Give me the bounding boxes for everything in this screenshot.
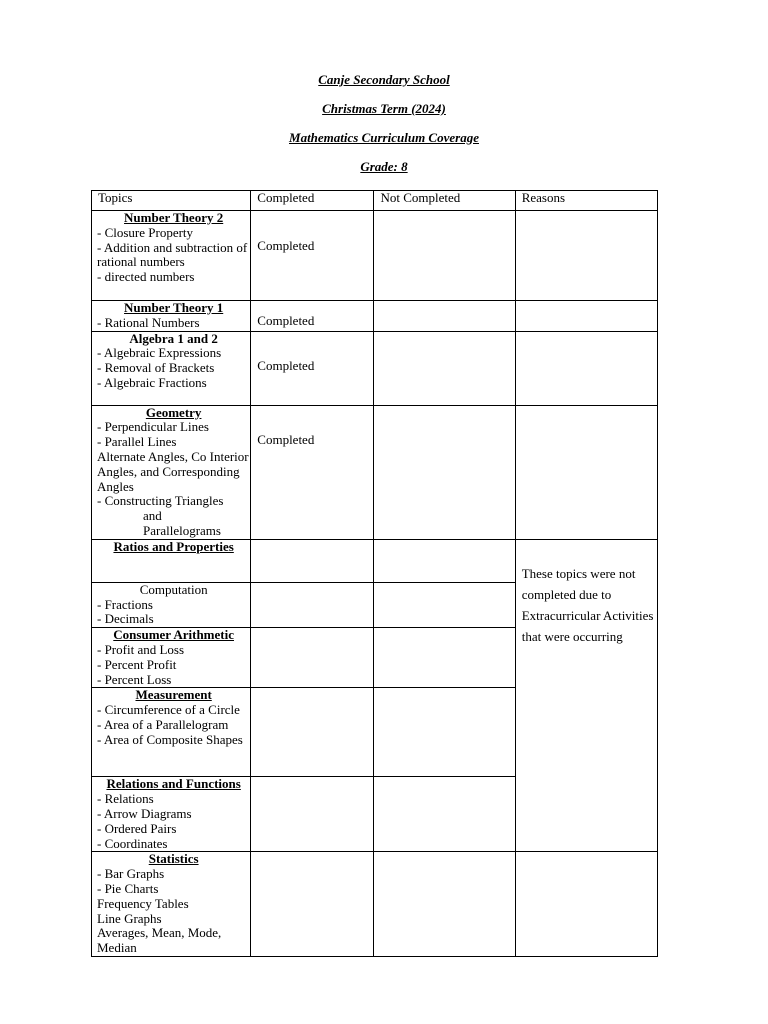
curriculum-table — [91, 190, 658, 957]
topic-line: Averages, Mean, Mode, Median — [97, 925, 222, 956]
not-completed-cell — [374, 628, 515, 688]
topic-cell — [92, 331, 251, 405]
grade-label: Grade: 8 — [360, 159, 408, 174]
completed-cell — [251, 852, 374, 957]
topic-line: - Arrow Diagrams — [97, 805, 192, 821]
reasons-cell — [515, 405, 657, 539]
completed-status: Completed — [257, 357, 315, 373]
topic-heading: Algebra 1 and 2 — [129, 330, 218, 346]
table-row — [92, 301, 658, 332]
topic-line: - Area of Composite Shapes — [97, 731, 243, 747]
header-topics: Topics — [92, 191, 251, 211]
not-completed-cell — [374, 539, 515, 582]
topic-line: - Rational Numbers — [97, 314, 200, 330]
reasons-merged-cell — [515, 539, 657, 852]
table-row — [92, 539, 658, 582]
reasons-note: These topics were not completed due to Extracurricular Activities that were occurring — [521, 565, 654, 644]
topic-cell — [92, 539, 251, 582]
not-completed-cell — [374, 582, 515, 627]
topic-line: - Constructing Triangles — [97, 493, 224, 509]
reasons-cell — [515, 301, 657, 332]
not-completed-cell — [374, 688, 515, 777]
topic-line: - Coordinates — [97, 835, 168, 851]
completed-status: Completed — [257, 431, 315, 447]
table-row — [92, 405, 658, 539]
not-completed-cell — [374, 301, 515, 332]
completed-cell — [251, 582, 374, 627]
topic-line: - Ordered Pairs — [97, 820, 177, 836]
topic-line: Frequency Tables — [97, 895, 189, 911]
topic-line: - Relations — [97, 791, 154, 807]
topic-heading: Computation — [139, 581, 208, 597]
completed-cell — [251, 777, 374, 852]
header-not-completed: Not Completed — [374, 191, 515, 211]
completed-status: Completed — [257, 313, 315, 328]
topic-line: - Algebraic Fractions — [97, 374, 207, 390]
topic-cell — [92, 688, 251, 777]
topic-cell — [92, 628, 251, 688]
completed-cell — [251, 688, 374, 777]
completed-status: Completed — [257, 238, 315, 253]
not-completed-cell — [374, 331, 515, 405]
topic-line: - Percent Loss — [97, 671, 172, 687]
topic-cell — [92, 301, 251, 332]
topic-heading: Relations and Functions — [106, 776, 241, 792]
not-completed-cell — [374, 405, 515, 539]
topic-line: - Closure Property — [97, 224, 194, 240]
completed-cell — [251, 405, 374, 539]
topic-line: - Decimals — [97, 611, 154, 627]
topic-heading: Statistics — [148, 851, 199, 867]
topic-cell — [92, 777, 251, 852]
table-row — [92, 331, 658, 405]
topic-line: - Fractions — [97, 596, 153, 612]
topic-line: - directed numbers — [97, 269, 195, 285]
topic-cell — [92, 852, 251, 957]
header-completed: Completed — [251, 191, 374, 211]
completed-cell — [251, 539, 374, 582]
topic-line: - Addition and subtraction of rational numbers — [97, 239, 248, 270]
reasons-cell — [515, 331, 657, 405]
table-header-row — [92, 191, 658, 211]
topic-line: - Parallel Lines — [97, 434, 177, 450]
completed-cell — [251, 331, 374, 405]
topic-line: - Percent Profit — [97, 656, 177, 672]
topic-line: Parallelograms — [143, 522, 221, 538]
topic-line: - Perpendicular Lines — [97, 419, 209, 435]
not-completed-cell — [374, 777, 515, 852]
header-reasons: Reasons — [515, 191, 657, 211]
school-name: Canje Secondary School — [318, 72, 450, 87]
topic-heading: Number Theory 2 — [124, 210, 224, 225]
table-row — [92, 211, 658, 301]
topic-line: - Bar Graphs — [97, 866, 165, 882]
completed-cell — [251, 301, 374, 332]
topic-line: - Area of a Parallelogram — [97, 716, 229, 732]
topic-line: - Circumference of a Circle — [97, 702, 240, 718]
topic-heading: Measurement — [135, 687, 212, 703]
topic-line: - Algebraic Expressions — [97, 345, 222, 361]
topic-line: - Removal of Brackets — [97, 360, 215, 376]
reasons-cell — [515, 211, 657, 301]
table-row — [92, 852, 658, 957]
topic-heading: Consumer Arithmetic — [113, 627, 234, 643]
topic-heading: Number Theory 1 — [124, 300, 224, 315]
completed-cell — [251, 211, 374, 301]
topic-heading: Geometry — [145, 404, 202, 420]
term-title: Christmas Term (2024) — [322, 101, 446, 116]
topic-cell — [92, 211, 251, 301]
topic-line: - Pie Charts — [97, 880, 159, 896]
topic-heading: Ratios and Properties — [113, 538, 234, 554]
topic-cell — [92, 405, 251, 539]
topic-cell — [92, 582, 251, 627]
completed-cell — [251, 628, 374, 688]
not-completed-cell — [374, 211, 515, 301]
topic-line: Line Graphs — [97, 910, 162, 926]
topic-line: - Profit and Loss — [97, 641, 185, 657]
topic-line: and — [143, 508, 162, 524]
document-title: Mathematics Curriculum Coverage — [289, 130, 479, 145]
not-completed-cell — [374, 852, 515, 957]
topic-line: Alternate Angles, Co Interior Angles, and Corresponding Angles — [97, 448, 249, 494]
reasons-cell — [515, 852, 657, 957]
